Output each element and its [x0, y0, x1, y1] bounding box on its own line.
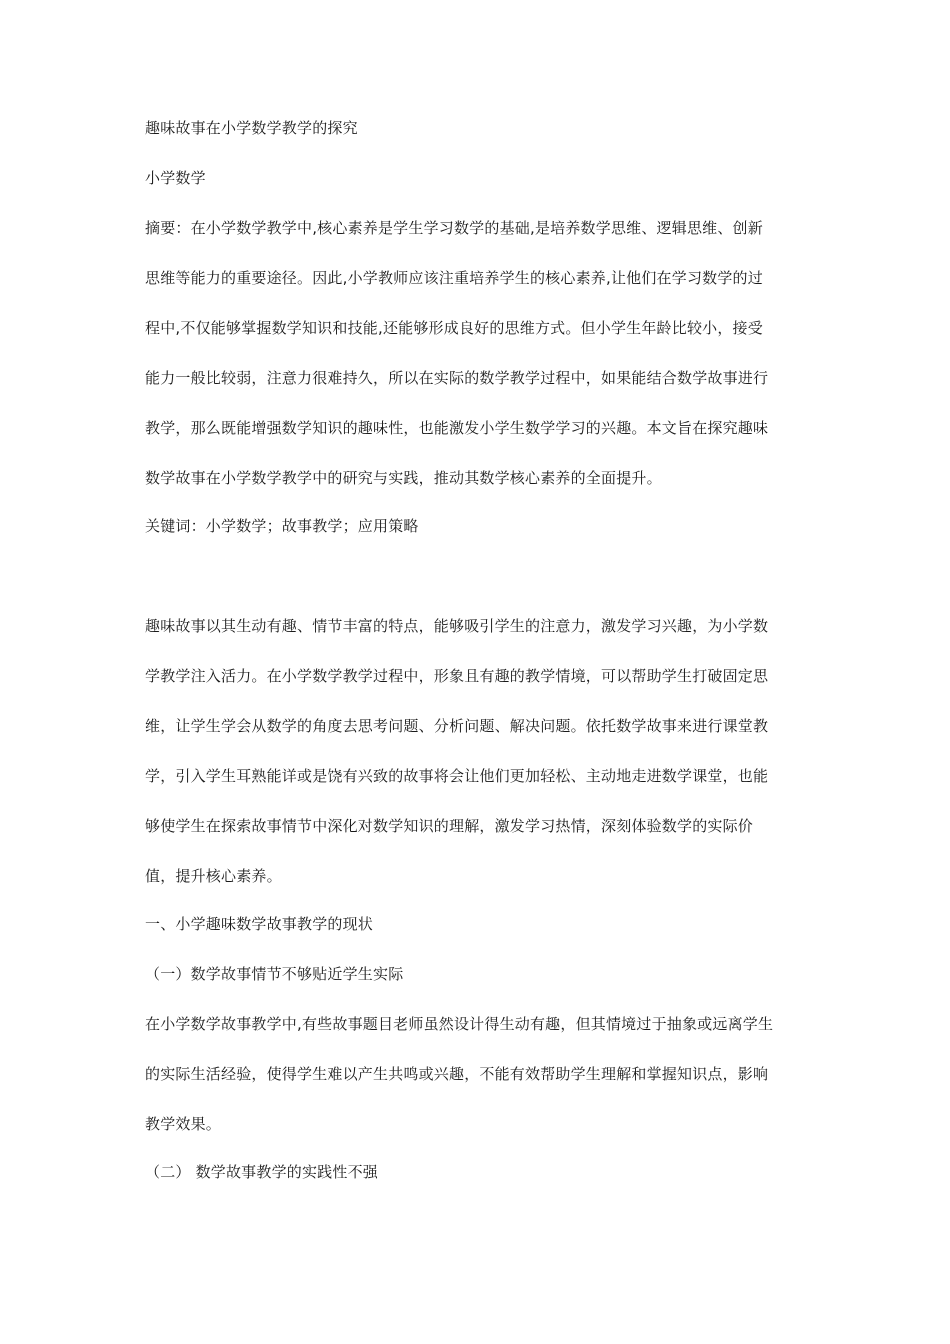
subsection-line: 教学效果。 — [145, 1115, 222, 1133]
subsection-heading: （二） 数学故事教学的实践性不强 — [145, 1163, 378, 1181]
subsection-line: 的实际生活经验，使得学生难以产生共鸣或兴趣，不能有效帮助学生理解和掌握知识点，影响 — [145, 1065, 769, 1083]
keywords: 关键词：小学数学；故事教学；应用策略 — [145, 517, 419, 535]
intro-line: 维，让学生学会从数学的角度去思考问题、分析问题、解决问题。依托数学故事来进行课堂教 — [145, 717, 769, 735]
intro-line: 够使学生在探索故事情节中深化对数学知识的理解，激发学习热情，深刻体验数学的实际价 — [145, 817, 754, 835]
abstract-line: 能力一般比较弱，注意力很难持久，所以在实际的数学教学过程中，如果能结合数学故事进行 — [145, 369, 769, 387]
abstract-line: 教学，那么既能增强数学知识的趣味性，也能激发小学生数学学习的兴趣。本文旨在探究趣味 — [145, 419, 769, 437]
document-subject: 小学数学 — [145, 169, 206, 187]
intro-line: 学教学注入活力。在小学数学教学过程中，形象且有趣的教学情境，可以帮助学生打破固定思 — [145, 667, 769, 685]
intro-line: 学，引入学生耳熟能详或是饶有兴致的故事将会让他们更加轻松、主动地走进数学课堂，也能 — [145, 767, 769, 785]
abstract-line: 摘要：在小学数学教学中,核心素养是学生学习数学的基础,是培养数学思维、逻辑思维、创新 — [145, 219, 763, 237]
section-heading: 一、小学趣味数学故事教学的现状 — [145, 915, 374, 933]
subsection-line: 在小学数学故事教学中,有些故事题目老师虽然设计得生动有趣，但其情境过于抽象或远离学生 — [145, 1015, 774, 1033]
intro-line: 值，提升核心素养。 — [145, 867, 282, 885]
intro-line: 趣味故事以其生动有趣、情节丰富的特点，能够吸引学生的注意力，激发学习兴趣，为小学数 — [145, 617, 769, 635]
abstract-line: 数学故事在小学数学教学中的研究与实践，推动其数学核心素养的全面提升。 — [145, 469, 662, 487]
document-title: 趣味故事在小学数学教学的探究 — [145, 119, 358, 137]
subsection-heading: （一）数学故事情节不够贴近学生实际 — [145, 965, 404, 983]
abstract-line: 程中,不仅能够掌握数学知识和技能,还能够形成良好的思维方式。但小学生年龄比较小，接受 — [145, 319, 763, 337]
abstract-line: 思维等能力的重要途径。因此,小学教师应该注重培养学生的核心素养,让他们在学习数学的过 — [145, 269, 763, 287]
